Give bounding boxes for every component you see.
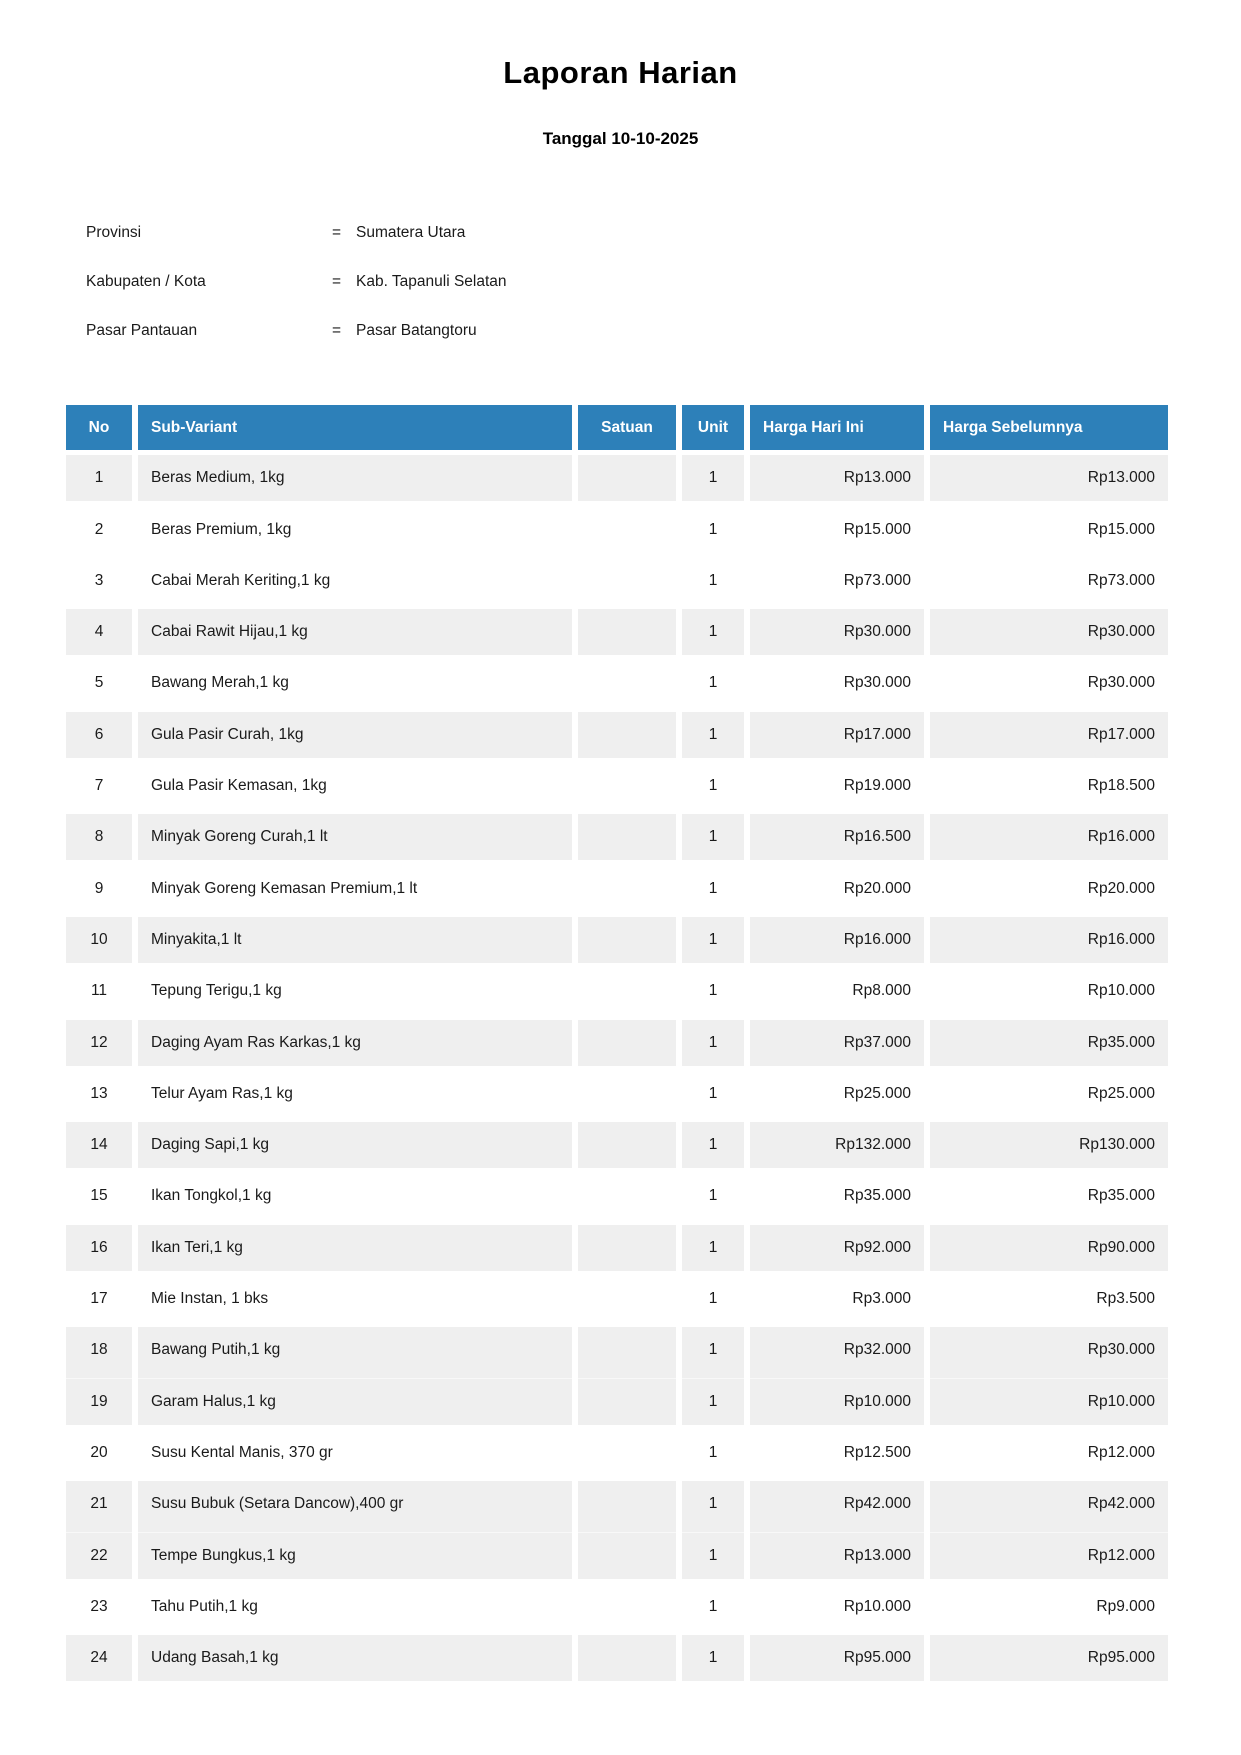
cell-no: 23 <box>66 1584 132 1630</box>
table-body <box>66 455 1168 1681</box>
cell-satuan <box>578 1173 676 1219</box>
page-subtitle: Tanggal 10-10-2025 <box>542 129 699 148</box>
cell-harga-sebelumnya: Rp20.000 <box>930 866 1168 912</box>
header-cell-sub-variant: Sub-Variant <box>138 405 572 450</box>
cell-harga-sebelumnya: Rp16.000 <box>930 917 1168 963</box>
info-row-provinsi <box>86 224 507 243</box>
cell-harga-hari-ini: Rp30.000 <box>750 660 924 706</box>
cell-harga-hari-ini: Rp15.000 <box>750 507 924 553</box>
cell-no: 11 <box>66 968 132 1014</box>
cell-unit: 1 <box>682 712 744 758</box>
cell-no: 19 <box>66 1379 132 1425</box>
cell-satuan <box>578 660 676 706</box>
cell-sub-variant: Susu Kental Manis, 370 gr <box>138 1430 572 1476</box>
cell-no: 16 <box>66 1225 132 1271</box>
table-row <box>66 1481 1168 1527</box>
cell-no: 20 <box>66 1430 132 1476</box>
cell-harga-sebelumnya: Rp10.000 <box>930 1379 1168 1425</box>
cell-sub-variant: Ikan Tongkol,1 kg <box>138 1173 572 1219</box>
cell-no: 5 <box>66 660 132 706</box>
cell-harga-sebelumnya: Rp3.500 <box>930 1276 1168 1322</box>
cell-unit: 1 <box>682 1533 744 1579</box>
table-row <box>66 1533 1168 1579</box>
table-row <box>66 968 1168 1014</box>
cell-unit: 1 <box>682 558 744 604</box>
cell-harga-hari-ini: Rp37.000 <box>750 1020 924 1066</box>
header-cell-harga-hari-ini: Harga Hari Ini <box>750 405 924 450</box>
cell-unit: 1 <box>682 1430 744 1476</box>
cell-harga-hari-ini: Rp3.000 <box>750 1276 924 1322</box>
cell-sub-variant: Tepung Terigu,1 kg <box>138 968 572 1014</box>
cell-harga-hari-ini: Rp25.000 <box>750 1071 924 1117</box>
table-row <box>66 1225 1168 1271</box>
info-equals: = <box>332 322 342 339</box>
cell-harga-sebelumnya: Rp130.000 <box>930 1122 1168 1168</box>
cell-unit: 1 <box>682 660 744 706</box>
cell-harga-sebelumnya: Rp35.000 <box>930 1020 1168 1066</box>
cell-satuan <box>578 917 676 963</box>
cell-satuan <box>578 1020 676 1066</box>
table-row <box>66 1173 1168 1219</box>
cell-sub-variant: Telur Ayam Ras,1 kg <box>138 1071 572 1117</box>
cell-harga-sebelumnya: Rp12.000 <box>930 1533 1168 1579</box>
info-equals: = <box>332 224 342 241</box>
cell-no: 18 <box>66 1327 132 1373</box>
cell-harga-hari-ini: Rp12.500 <box>750 1430 924 1476</box>
cell-no: 1 <box>66 455 132 501</box>
cell-sub-variant: Ikan Teri,1 kg <box>138 1225 572 1271</box>
cell-harga-hari-ini: Rp95.000 <box>750 1635 924 1681</box>
report-info <box>86 224 507 371</box>
table-row <box>66 1020 1168 1066</box>
cell-harga-hari-ini: Rp132.000 <box>750 1122 924 1168</box>
table-row <box>66 1122 1168 1168</box>
cell-satuan <box>578 558 676 604</box>
cell-unit: 1 <box>682 917 744 963</box>
cell-unit: 1 <box>682 1584 744 1630</box>
cell-unit: 1 <box>682 1173 744 1219</box>
cell-unit: 1 <box>682 507 744 553</box>
cell-harga-sebelumnya: Rp25.000 <box>930 1071 1168 1117</box>
cell-no: 14 <box>66 1122 132 1168</box>
cell-unit: 1 <box>682 968 744 1014</box>
cell-harga-sebelumnya: Rp90.000 <box>930 1225 1168 1271</box>
table-row <box>66 609 1168 655</box>
cell-unit: 1 <box>682 1327 744 1373</box>
cell-no: 4 <box>66 609 132 655</box>
header-cell-unit: Unit <box>682 405 744 450</box>
info-label: Provinsi <box>86 224 142 241</box>
cell-no: 12 <box>66 1020 132 1066</box>
cell-satuan <box>578 1327 676 1373</box>
cell-unit: 1 <box>682 1020 744 1066</box>
table-row <box>66 763 1168 809</box>
cell-sub-variant: Bawang Putih,1 kg <box>138 1327 572 1373</box>
cell-no: 3 <box>66 558 132 604</box>
cell-harga-sebelumnya: Rp73.000 <box>930 558 1168 604</box>
cell-harga-sebelumnya: Rp12.000 <box>930 1430 1168 1476</box>
cell-sub-variant: Daging Sapi,1 kg <box>138 1122 572 1168</box>
cell-harga-hari-ini: Rp20.000 <box>750 866 924 912</box>
price-table <box>66 405 1168 1681</box>
cell-satuan <box>578 1584 676 1630</box>
cell-sub-variant: Udang Basah,1 kg <box>138 1635 572 1681</box>
info-label: Pasar Pantauan <box>86 322 198 339</box>
table-row <box>66 1379 1168 1425</box>
cell-sub-variant: Mie Instan, 1 bks <box>138 1276 572 1322</box>
cell-sub-variant: Gula Pasir Kemasan, 1kg <box>138 763 572 809</box>
info-row-kabupaten-kota <box>86 273 507 292</box>
cell-harga-sebelumnya: Rp30.000 <box>930 660 1168 706</box>
cell-harga-hari-ini: Rp30.000 <box>750 609 924 655</box>
info-value: Kab. Tapanuli Selatan <box>356 273 507 290</box>
table-row <box>66 712 1168 758</box>
cell-harga-hari-ini: Rp35.000 <box>750 1173 924 1219</box>
cell-no: 6 <box>66 712 132 758</box>
cell-sub-variant: Cabai Merah Keriting,1 kg <box>138 558 572 604</box>
cell-harga-sebelumnya: Rp13.000 <box>930 455 1168 501</box>
cell-satuan <box>578 1276 676 1322</box>
cell-harga-hari-ini: Rp92.000 <box>750 1225 924 1271</box>
cell-harga-sebelumnya: Rp30.000 <box>930 1327 1168 1373</box>
cell-sub-variant: Gula Pasir Curah, 1kg <box>138 712 572 758</box>
cell-satuan <box>578 866 676 912</box>
table-row <box>66 558 1168 604</box>
cell-unit: 1 <box>682 455 744 501</box>
cell-no: 24 <box>66 1635 132 1681</box>
table-row <box>66 455 1168 501</box>
cell-satuan <box>578 455 676 501</box>
info-equals: = <box>332 273 342 290</box>
cell-harga-hari-ini: Rp19.000 <box>750 763 924 809</box>
table-row <box>66 866 1168 912</box>
cell-harga-sebelumnya: Rp35.000 <box>930 1173 1168 1219</box>
cell-harga-hari-ini: Rp17.000 <box>750 712 924 758</box>
cell-harga-sebelumnya: Rp15.000 <box>930 507 1168 553</box>
cell-harga-hari-ini: Rp42.000 <box>750 1481 924 1527</box>
cell-no: 10 <box>66 917 132 963</box>
cell-unit: 1 <box>682 866 744 912</box>
cell-satuan <box>578 712 676 758</box>
info-value: Sumatera Utara <box>356 224 466 241</box>
table-row <box>66 660 1168 706</box>
table-row <box>66 917 1168 963</box>
cell-unit: 1 <box>682 1225 744 1271</box>
cell-sub-variant: Susu Bubuk (Setara Dancow),400 gr <box>138 1481 572 1527</box>
cell-unit: 1 <box>682 763 744 809</box>
cell-sub-variant: Daging Ayam Ras Karkas,1 kg <box>138 1020 572 1066</box>
cell-no: 9 <box>66 866 132 912</box>
cell-satuan <box>578 968 676 1014</box>
cell-harga-hari-ini: Rp13.000 <box>750 1533 924 1579</box>
cell-unit: 1 <box>682 1276 744 1322</box>
cell-sub-variant: Cabai Rawit Hijau,1 kg <box>138 609 572 655</box>
cell-satuan <box>578 763 676 809</box>
cell-unit: 1 <box>682 609 744 655</box>
cell-harga-sebelumnya: Rp10.000 <box>930 968 1168 1014</box>
cell-sub-variant: Beras Premium, 1kg <box>138 507 572 553</box>
cell-satuan <box>578 1430 676 1476</box>
cell-satuan <box>578 609 676 655</box>
cell-harga-hari-ini: Rp13.000 <box>750 455 924 501</box>
cell-satuan <box>578 507 676 553</box>
page-title: Laporan Harian <box>503 55 738 90</box>
header-cell-satuan: Satuan <box>578 405 676 450</box>
cell-harga-hari-ini: Rp73.000 <box>750 558 924 604</box>
table-row <box>66 1430 1168 1476</box>
info-value: Pasar Batangtoru <box>356 322 477 339</box>
cell-harga-hari-ini: Rp32.000 <box>750 1327 924 1373</box>
cell-sub-variant: Tahu Putih,1 kg <box>138 1584 572 1630</box>
cell-sub-variant: Bawang Merah,1 kg <box>138 660 572 706</box>
cell-no: 8 <box>66 814 132 860</box>
cell-no: 13 <box>66 1071 132 1117</box>
cell-satuan <box>578 1481 676 1527</box>
cell-unit: 1 <box>682 1635 744 1681</box>
cell-harga-hari-ini: Rp10.000 <box>750 1584 924 1630</box>
cell-harga-sebelumnya: Rp17.000 <box>930 712 1168 758</box>
cell-sub-variant: Garam Halus,1 kg <box>138 1379 572 1425</box>
cell-harga-sebelumnya: Rp30.000 <box>930 609 1168 655</box>
cell-harga-sebelumnya: Rp95.000 <box>930 1635 1168 1681</box>
cell-sub-variant: Minyakita,1 lt <box>138 917 572 963</box>
header-cell-no: No <box>66 405 132 450</box>
cell-satuan <box>578 1379 676 1425</box>
cell-satuan <box>578 1533 676 1579</box>
info-row-pasar-pantauan <box>86 322 507 341</box>
cell-no: 2 <box>66 507 132 553</box>
cell-unit: 1 <box>682 1071 744 1117</box>
cell-sub-variant: Minyak Goreng Curah,1 lt <box>138 814 572 860</box>
cell-harga-hari-ini: Rp10.000 <box>750 1379 924 1425</box>
cell-unit: 1 <box>682 1481 744 1527</box>
cell-no: 22 <box>66 1533 132 1579</box>
cell-satuan <box>578 1071 676 1117</box>
table-row <box>66 1327 1168 1373</box>
table-row <box>66 1635 1168 1681</box>
cell-unit: 1 <box>682 1379 744 1425</box>
cell-satuan <box>578 814 676 860</box>
cell-harga-hari-ini: Rp16.000 <box>750 917 924 963</box>
table-row <box>66 507 1168 553</box>
cell-no: 17 <box>66 1276 132 1322</box>
info-label: Kabupaten / Kota <box>86 273 206 290</box>
cell-harga-sebelumnya: Rp18.500 <box>930 763 1168 809</box>
cell-sub-variant: Minyak Goreng Kemasan Premium,1 lt <box>138 866 572 912</box>
cell-harga-hari-ini: Rp16.500 <box>750 814 924 860</box>
cell-unit: 1 <box>682 814 744 860</box>
header-cell-harga-sebelumnya: Harga Sebelumnya <box>930 405 1168 450</box>
cell-sub-variant: Tempe Bungkus,1 kg <box>138 1533 572 1579</box>
cell-harga-hari-ini: Rp8.000 <box>750 968 924 1014</box>
cell-satuan <box>578 1122 676 1168</box>
cell-sub-variant: Beras Medium, 1kg <box>138 455 572 501</box>
table-header <box>66 405 1168 450</box>
cell-unit: 1 <box>682 1122 744 1168</box>
table-row <box>66 1276 1168 1322</box>
table-row <box>66 1584 1168 1630</box>
cell-no: 21 <box>66 1481 132 1527</box>
cell-harga-sebelumnya: Rp42.000 <box>930 1481 1168 1527</box>
cell-no: 7 <box>66 763 132 809</box>
table-row <box>66 1071 1168 1117</box>
cell-harga-sebelumnya: Rp16.000 <box>930 814 1168 860</box>
cell-no: 15 <box>66 1173 132 1219</box>
cell-satuan <box>578 1225 676 1271</box>
table-row <box>66 814 1168 860</box>
cell-harga-sebelumnya: Rp9.000 <box>930 1584 1168 1630</box>
cell-satuan <box>578 1635 676 1681</box>
